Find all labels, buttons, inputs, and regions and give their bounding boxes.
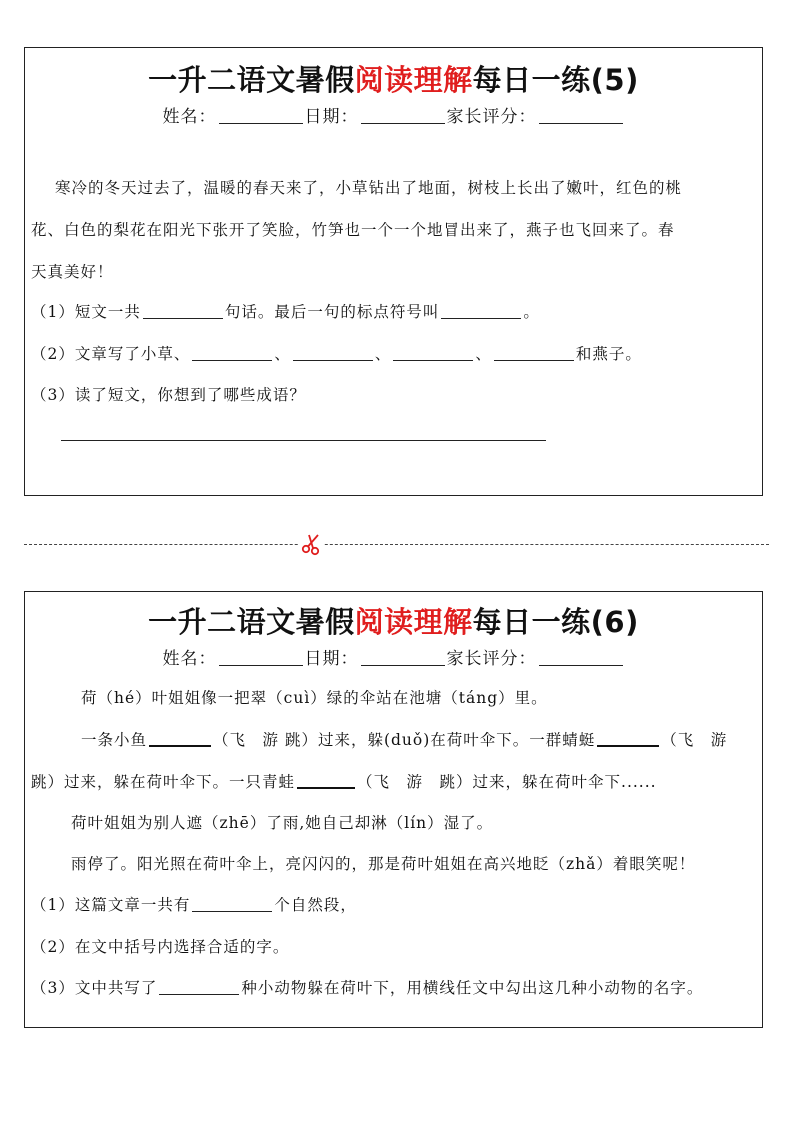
question-1: （1）这篇文章一共有 个自然段， xyxy=(31,896,357,914)
answer-blank[interactable] xyxy=(441,304,521,319)
paragraph-1: 荷（hé）叶姐姐像一把翠（cuì）绿的伞站在池塘（táng）里。 xyxy=(81,689,548,707)
answer-blank[interactable] xyxy=(192,346,272,361)
date-blank[interactable] xyxy=(361,651,445,666)
worksheet-title xyxy=(25,600,762,641)
date-label: 日期： xyxy=(304,649,359,669)
info-row xyxy=(25,644,762,669)
answer-blank[interactable] xyxy=(597,731,659,747)
question-2: （2）在文中括号内选择合适的字。 xyxy=(31,938,290,956)
name-label: 姓名： xyxy=(162,649,217,669)
title-text: 一升二语文暑假 xyxy=(148,605,355,639)
title-text-end: 每日一练(5) xyxy=(472,63,639,97)
date-label: 日期： xyxy=(304,107,359,127)
title-highlight: 阅读理解 xyxy=(354,63,473,97)
answer-blank[interactable] xyxy=(192,897,272,912)
question-1: （1）短文一共 句话。最后一句的标点符号叫 。 xyxy=(31,303,540,321)
score-blank[interactable] xyxy=(539,109,623,124)
paragraph-2: 一条小鱼 （飞 游 跳）过来，躲(duǒ)在荷叶伞下。一群蜻蜓 （飞 游 xyxy=(81,731,728,749)
answer-blank[interactable] xyxy=(297,773,355,789)
cut-line xyxy=(24,544,769,545)
worksheet-title xyxy=(25,58,762,99)
passage-line-1: 寒冷的冬天过去了，温暖的春天来了，小草钻出了地面，树枝上长出了嫩叶，红色的桃 xyxy=(55,179,683,197)
passage-line-3: 天真美好！ xyxy=(31,263,114,281)
name-label: 姓名： xyxy=(162,107,217,127)
name-blank[interactable] xyxy=(219,109,303,124)
title-text-end: 每日一练(6) xyxy=(472,605,639,639)
title-text: 一升二语文暑假 xyxy=(148,63,355,97)
worksheet-card-1 xyxy=(24,47,763,496)
answer-blank[interactable] xyxy=(293,346,373,361)
paragraph-2-cont: 跳）过来，躲在荷叶伞下。一只青蛙 （飞 游 跳）过来，躲在荷叶伞下...... xyxy=(31,773,657,791)
score-label: 家长评分： xyxy=(446,107,537,127)
worksheet-card-2 xyxy=(24,591,763,1028)
scissors-icon xyxy=(299,532,323,556)
info-row xyxy=(25,102,762,127)
score-blank[interactable] xyxy=(539,651,623,666)
date-blank[interactable] xyxy=(361,109,445,124)
score-label: 家长评分： xyxy=(446,649,537,669)
answer-line[interactable] xyxy=(61,440,546,441)
answer-blank[interactable] xyxy=(159,980,239,995)
paragraph-3: 荷叶姐姐为别人遮（zhē）了雨,她自己却淋（lín）湿了。 xyxy=(71,814,494,832)
answer-blank[interactable] xyxy=(393,346,473,361)
title-highlight: 阅读理解 xyxy=(354,605,473,639)
question-2: （2）文章写了小草、 、 、 、 和燕子。 xyxy=(31,345,642,363)
answer-blank[interactable] xyxy=(149,731,211,747)
question-3: （3）文中共写了 种小动物躲在荷叶下，用横线任文中勾出这几种小动物的名字。 xyxy=(31,979,704,997)
question-3: （3）读了短文，你想到了哪些成语？ xyxy=(31,386,306,404)
paragraph-4: 雨停了。阳光照在荷叶伞上，亮闪闪的，那是荷叶姐姐在高兴地眨（zhǎ）着眼笑呢！ xyxy=(71,855,696,873)
name-blank[interactable] xyxy=(219,651,303,666)
answer-blank[interactable] xyxy=(494,346,574,361)
passage-line-2: 花、白色的梨花在阳光下张开了笑脸，竹笋也一个一个地冒出来了，燕子也飞回来了。春 xyxy=(31,221,675,239)
answer-blank[interactable] xyxy=(143,304,223,319)
